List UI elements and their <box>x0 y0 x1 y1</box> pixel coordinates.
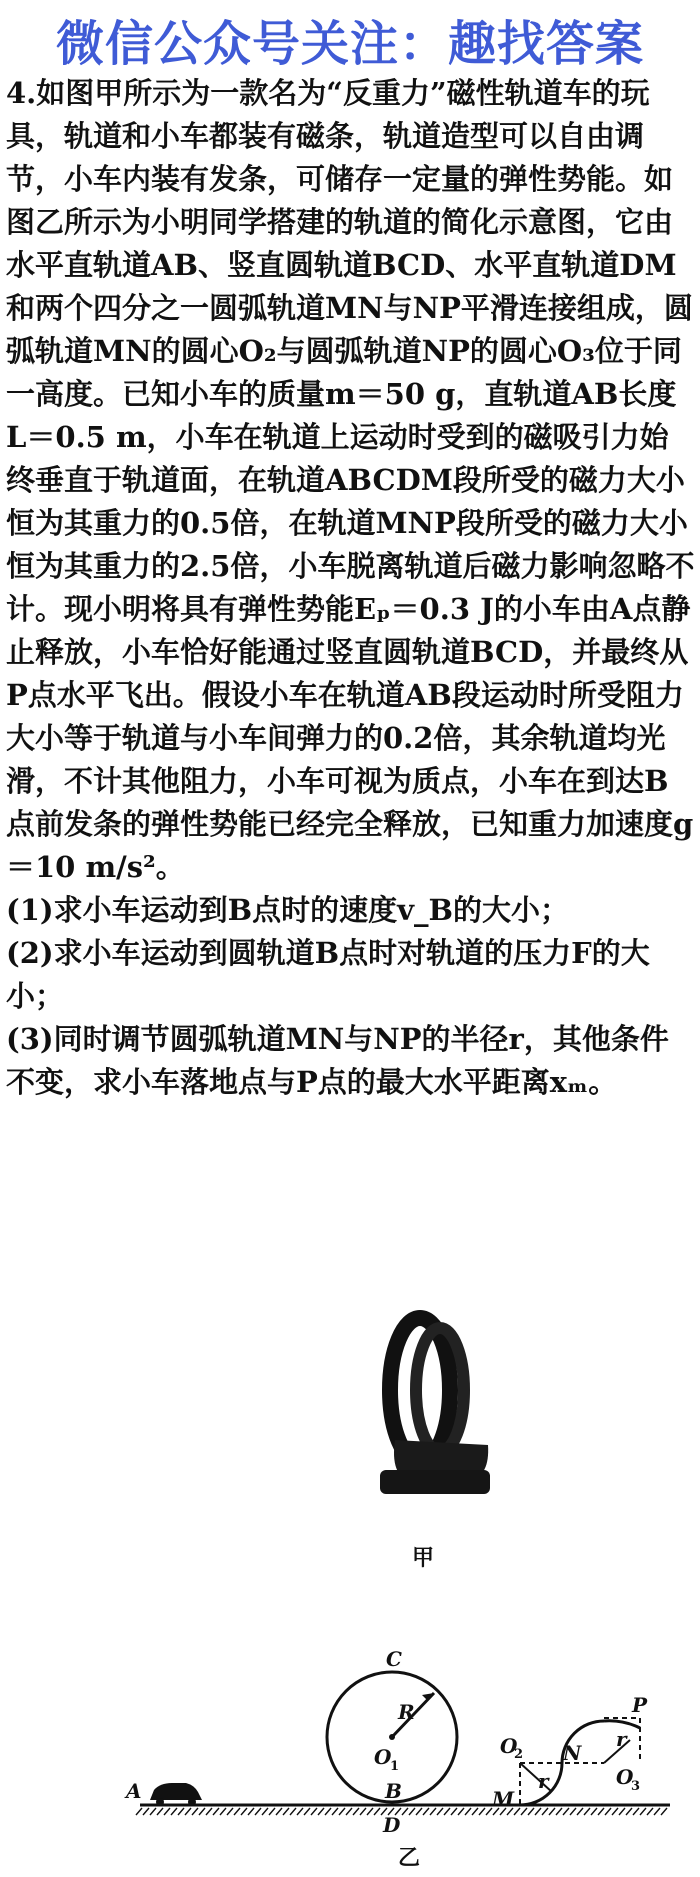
label-O1: O <box>374 1745 392 1769</box>
ground-track <box>136 1805 670 1815</box>
label-r1: r <box>538 1769 549 1793</box>
label-N: N <box>563 1741 582 1765</box>
figure-area <box>0 1240 700 1873</box>
caption-top: 甲 <box>412 1545 435 1571</box>
label-P: P <box>632 1693 648 1717</box>
question-3: (3)同时调节圆弧轨道MN与NP的半径r，其他条件不变，求小车落地点与P点的最大水平距离xₘ。 <box>6 1022 669 1099</box>
label-O2: O <box>500 1734 518 1758</box>
car-icon <box>150 1783 202 1806</box>
banner-text: 微信公众号关注：趣找答案 <box>55 15 644 72</box>
label-C: C <box>386 1647 402 1671</box>
question-1: (1)求小车运动到B点时的速度v_B的大小； <box>6 893 569 927</box>
label-M: M <box>492 1787 515 1811</box>
problem-text <box>6 72 696 1104</box>
problem-number: 4. <box>6 76 37 110</box>
watermark-banner <box>0 0 700 78</box>
label-B: B <box>385 1779 402 1803</box>
label-O3: O <box>616 1765 634 1789</box>
problem-body <box>6 72 696 889</box>
label-D: D <box>383 1813 401 1837</box>
label-A: A <box>126 1779 142 1803</box>
label-O2-sub: 2 <box>514 1747 524 1762</box>
figure-svg <box>0 1240 700 1873</box>
label-r2: r <box>616 1727 627 1751</box>
label-O3-sub: 3 <box>631 1779 641 1794</box>
label-O1-sub: 1 <box>390 1759 400 1774</box>
question-2: (2)求小车运动到圆轨道B点时对轨道的压力F的大小； <box>6 936 650 1013</box>
caption-bottom: 乙 <box>398 1845 421 1871</box>
label-R: R <box>398 1700 415 1724</box>
toy-photo <box>380 1318 490 1494</box>
problem-body-text: 如图甲所示为一款名为“反重力”磁性轨道车的玩具，轨道和小车都装有磁条，轨道造型可以自由调节，小车内装有发条，可储存一定量的弹性势能。如图乙所示为小明同学搭建的轨道的简化示意图，它由水平直轨道AB、竖直圆轨道BCD、水平直轨道DM和两个四分之一圆弧轨道MN与NP平滑连接组成，圆弧轨道MN的圆心O₂与圆弧轨道NP的圆心O₃位于同一高度。已知小车的质量m＝50 g，直轨道AB长度L＝0.5 m，小车在轨道上运动时受到的磁吸引力始终垂直于轨道面，在轨道ABCDM段所受的磁力大小恒为其重力的0.5倍，在轨道MNP段所受的磁力大小恒为其重力的2.5倍，小车脱离轨道后磁力影响忽略不计。现小明将具有弹性势能Eₚ＝0.3 J的小车由A点静止释放，小车恰好能通过竖直圆轨道BCD，并最终从P点水平飞出。假设小车在轨道AB段运动时所受阻力大小等于轨道与小车间弹力的0.2倍，其余轨道均光滑，不计其他阻力，小车可视为质点，小车在到达B点前发条的弹性势能已经完全释放，已知重力加速度g＝10 m/s²。 <box>6 76 695 884</box>
